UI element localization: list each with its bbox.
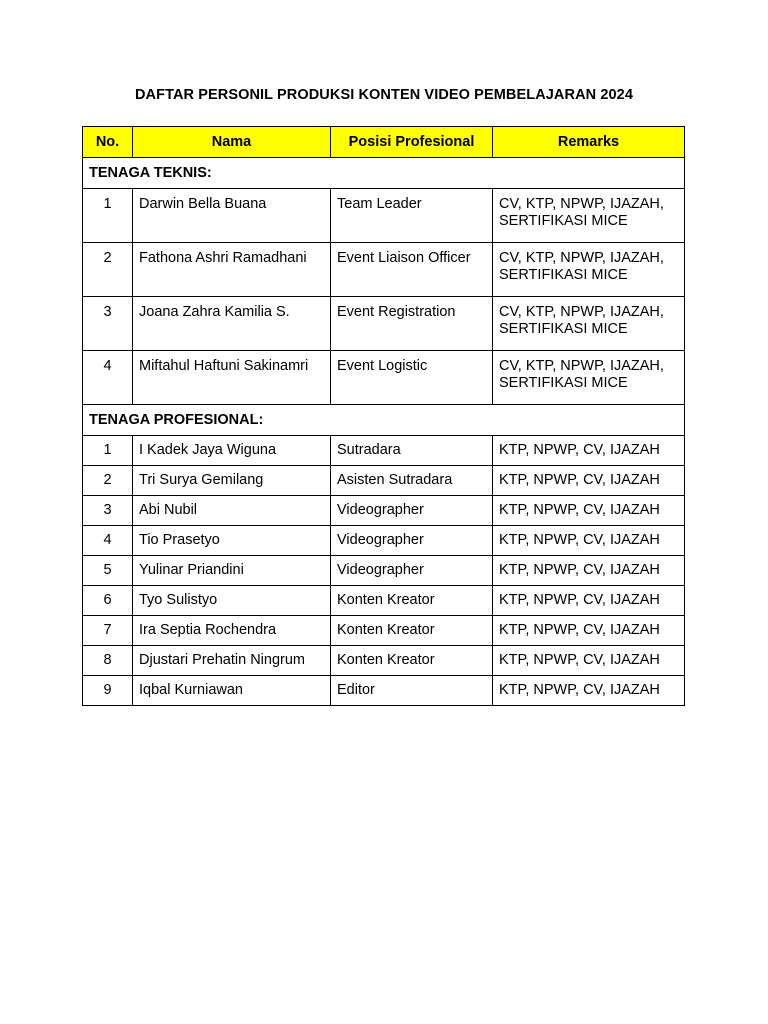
cell-remarks: KTP, NPWP, CV, IJAZAH [493,436,685,466]
cell-no: 2 [83,243,133,297]
document-title: DAFTAR PERSONIL PRODUKSI KONTEN VIDEO PEMBELAJARAN 2024 [134,87,634,103]
cell-remarks [493,297,685,351]
table-row [83,616,685,646]
cell-no: 3 [83,496,133,526]
remarks-line: SERTIFIKASI MICE [499,213,628,229]
table-row [83,526,685,556]
cell-posisi: Videographer [331,526,493,556]
table-row [83,586,685,616]
cell-nama: Abi Nubil [133,496,331,526]
cell-remarks: KTP, NPWP, CV, IJAZAH [493,616,685,646]
cell-nama: Miftahul Haftuni Sakinamri [133,351,331,405]
cell-posisi: Konten Kreator [331,646,493,676]
section-row-tenaga-teknis [83,158,685,189]
header-no: No. [83,127,133,158]
remarks-line: CV, KTP, NPWP, IJAZAH, [499,358,664,374]
section-row-tenaga-profesional [83,405,685,436]
cell-remarks: KTP, NPWP, CV, IJAZAH [493,646,685,676]
cell-nama: Iqbal Kurniawan [133,676,331,706]
cell-nama: Tio Prasetyo [133,526,331,556]
cell-remarks [493,189,685,243]
cell-posisi: Event Liaison Officer [331,243,493,297]
cell-nama: Joana Zahra Kamilia S. [133,297,331,351]
cell-nama: I Kadek Jaya Wiguna [133,436,331,466]
cell-nama: Tyo Sulistyo [133,586,331,616]
cell-nama: Ira Septia Rochendra [133,616,331,646]
cell-no: 8 [83,646,133,676]
remarks-line: CV, KTP, NPWP, IJAZAH, [499,304,664,320]
header-remarks: Remarks [493,127,685,158]
section-label: TENAGA TEKNIS: [83,158,685,189]
cell-no: 9 [83,676,133,706]
cell-no: 7 [83,616,133,646]
cell-remarks: KTP, NPWP, CV, IJAZAH [493,676,685,706]
cell-posisi: Konten Kreator [331,616,493,646]
remarks-line: SERTIFIKASI MICE [499,321,628,337]
cell-no: 1 [83,436,133,466]
cell-no: 6 [83,586,133,616]
cell-remarks [493,243,685,297]
cell-nama: Darwin Bella Buana [133,189,331,243]
table-row [83,646,685,676]
cell-nama: Djustari Prehatin Ningrum [133,646,331,676]
cell-posisi: Konten Kreator [331,586,493,616]
cell-remarks: KTP, NPWP, CV, IJAZAH [493,466,685,496]
table-row [83,243,685,297]
cell-no: 5 [83,556,133,586]
remarks-line: CV, KTP, NPWP, IJAZAH, [499,196,664,212]
table-row [83,189,685,243]
remarks-line: SERTIFIKASI MICE [499,375,628,391]
cell-posisi: Asisten Sutradara [331,466,493,496]
cell-nama: Yulinar Priandini [133,556,331,586]
personnel-table [82,126,685,706]
cell-posisi: Event Logistic [331,351,493,405]
table-row [83,676,685,706]
remarks-line: SERTIFIKASI MICE [499,267,628,283]
cell-remarks: KTP, NPWP, CV, IJAZAH [493,586,685,616]
cell-no: 4 [83,526,133,556]
table-row [83,436,685,466]
cell-posisi: Sutradara [331,436,493,466]
cell-posisi: Team Leader [331,189,493,243]
cell-remarks: KTP, NPWP, CV, IJAZAH [493,526,685,556]
table-row [83,496,685,526]
cell-posisi: Videographer [331,556,493,586]
cell-posisi: Editor [331,676,493,706]
cell-no: 2 [83,466,133,496]
table-row [83,351,685,405]
table-row [83,556,685,586]
cell-nama: Tri Surya Gemilang [133,466,331,496]
remarks-line: CV, KTP, NPWP, IJAZAH, [499,250,664,266]
cell-posisi: Event Registration [331,297,493,351]
cell-remarks [493,351,685,405]
cell-posisi: Videographer [331,496,493,526]
cell-no: 1 [83,189,133,243]
cell-no: 3 [83,297,133,351]
table-row [83,297,685,351]
section-label: TENAGA PROFESIONAL: [83,405,685,436]
cell-remarks: KTP, NPWP, CV, IJAZAH [493,496,685,526]
cell-nama: Fathona Ashri Ramadhani [133,243,331,297]
header-posisi: Posisi Profesional [331,127,493,158]
cell-no: 4 [83,351,133,405]
table-row [83,466,685,496]
cell-remarks: KTP, NPWP, CV, IJAZAH [493,556,685,586]
table-header-row [83,127,685,158]
header-nama: Nama [133,127,331,158]
